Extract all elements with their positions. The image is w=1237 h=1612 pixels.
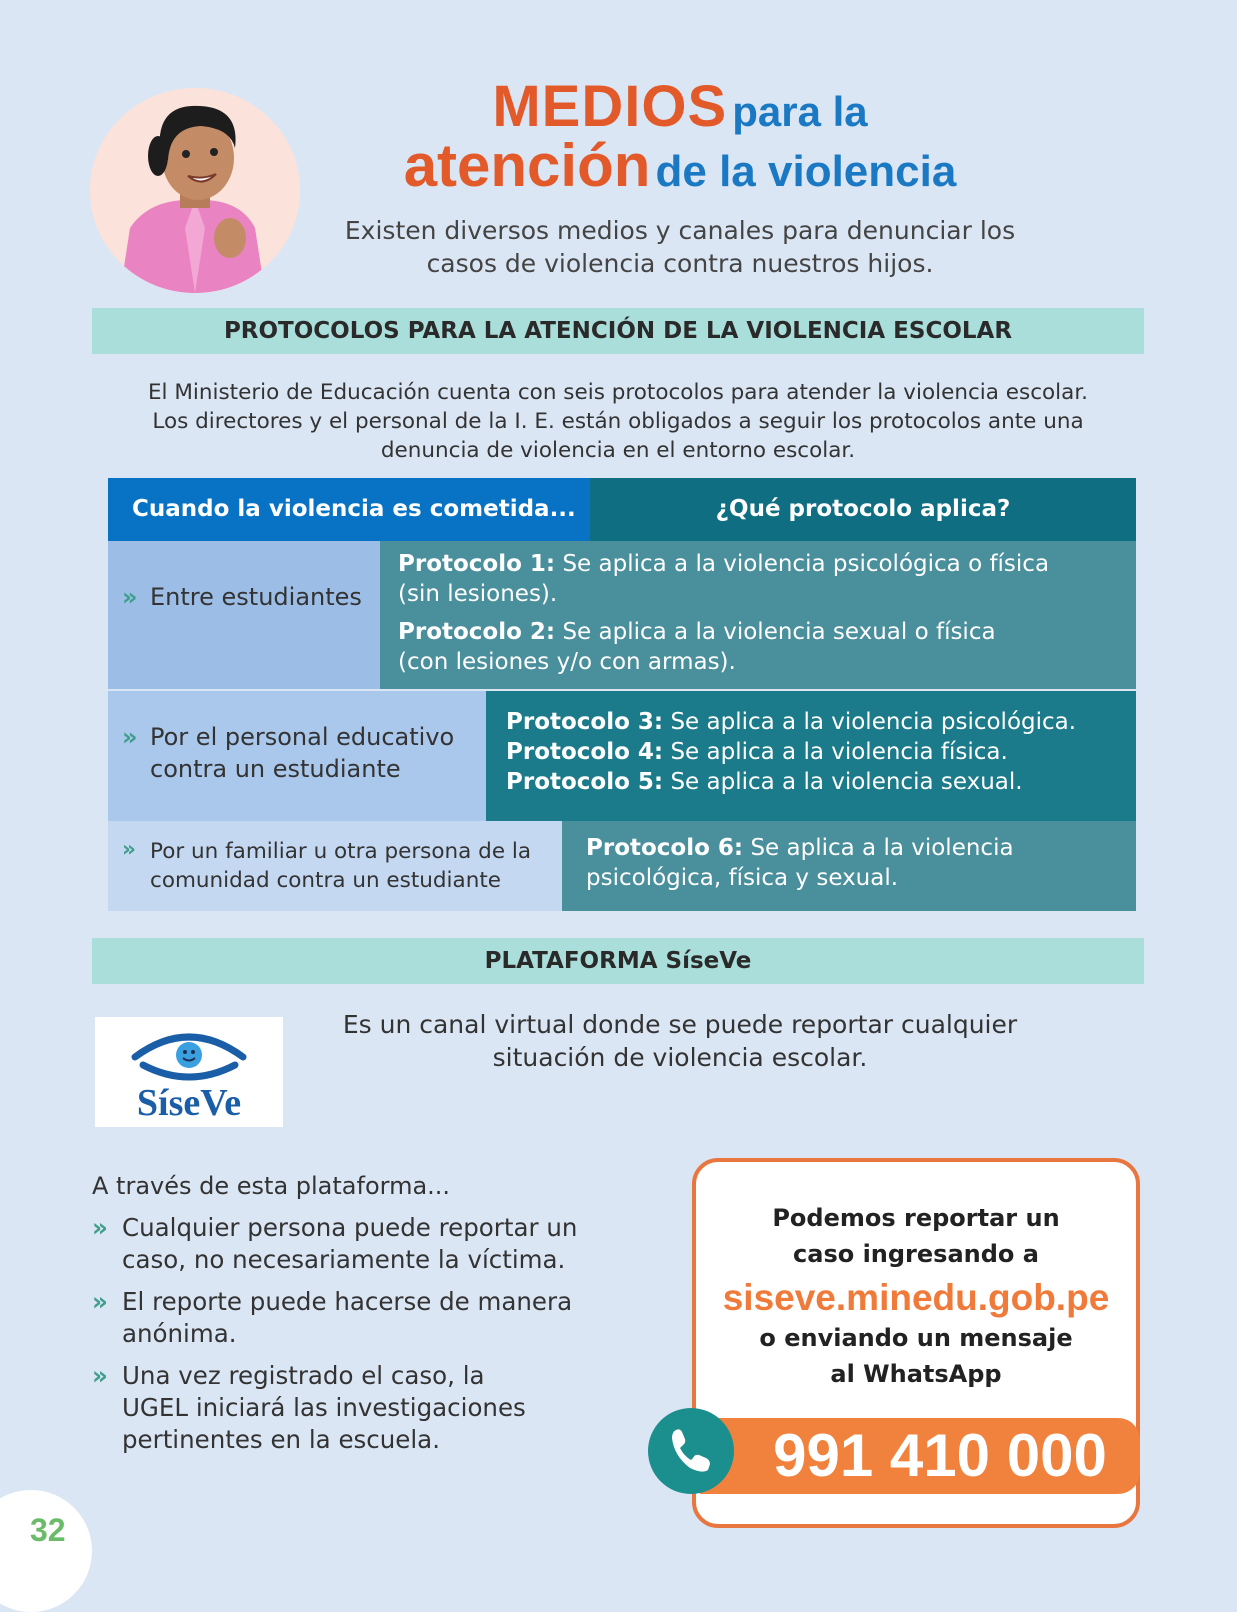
protocol-line xyxy=(506,737,1116,767)
list-item xyxy=(92,1286,612,1350)
bullet-line: caso, no necesariamente la víctima. xyxy=(122,1245,566,1274)
siseve-desc-line: Es un canal virtual donde se puede reportar cualquier xyxy=(342,1010,1018,1039)
protocol-desc: (con lesiones y/o con armas). xyxy=(398,649,736,675)
protocol-label: Protocolo 1: xyxy=(398,551,556,577)
report-text-bottom xyxy=(700,1320,1132,1392)
when-text: Por el personal educativo xyxy=(150,723,455,751)
table-row-when-community xyxy=(108,821,562,911)
table-header-when: Cuando la violencia es cometida... xyxy=(108,478,590,541)
table-header-which: ¿Qué protocolo aplica? xyxy=(590,478,1136,541)
protocol-line xyxy=(506,707,1116,737)
whatsapp-number[interactable]: 991 410 000 xyxy=(773,1422,1107,1489)
protocol-label: Protocolo 3: xyxy=(506,709,664,735)
protocol-desc: Se aplica a la violencia sexual. xyxy=(663,769,1023,795)
list-item xyxy=(92,1360,612,1456)
title-word-medios: MEDIOS xyxy=(492,74,728,139)
report-line: o enviando un mensaje xyxy=(759,1324,1073,1352)
when-text: Por un familiar u otra persona de la xyxy=(150,839,532,864)
page-number-badge xyxy=(0,1490,92,1612)
protocol-desc: psicológica, física y sexual. xyxy=(586,865,899,891)
report-line: caso ingresando a xyxy=(793,1240,1039,1268)
protocol-line xyxy=(586,833,1112,863)
title-rest-1: para la xyxy=(732,88,868,135)
report-text-top xyxy=(700,1200,1132,1272)
protocol-label: Protocolo 5: xyxy=(506,769,664,795)
intro-text xyxy=(300,214,1060,280)
protocols-section-title: PROTOCOLOS PARA LA ATENCIÓN DE LA VIOLENCIA ESCOLAR xyxy=(92,308,1144,354)
table-row-protocols-community xyxy=(562,821,1136,911)
bullet-line: UGEL iniciará las investigaciones xyxy=(122,1393,526,1422)
chevron-right-icon: » xyxy=(122,723,138,751)
page-title xyxy=(300,74,1060,199)
siseve-logo-text: SíseVe xyxy=(136,1082,242,1124)
siseve-url-link[interactable]: siseve.minedu.gob.pe xyxy=(722,1277,1110,1318)
protocol-line xyxy=(506,767,1116,797)
title-rest-2: de la violencia xyxy=(655,147,957,196)
chevron-right-icon: » xyxy=(92,1361,108,1390)
when-text: contra un estudiante xyxy=(150,755,401,783)
protocol-label: Protocolo 6: xyxy=(586,835,744,861)
intro-line-1: Existen diversos medios y canales para denunciar los xyxy=(344,216,1016,245)
table-row-when-students xyxy=(108,541,380,689)
protocol-desc: Se aplica a la violencia sexual o física xyxy=(555,619,996,645)
protocols-intro-line: El Ministerio de Educación cuenta con seis protocolos para atender la violencia escolar. xyxy=(147,380,1089,405)
protocols-intro-line: denuncia de violencia en el entorno escolar. xyxy=(380,438,856,463)
chevron-right-icon: » xyxy=(92,1287,108,1316)
protocol-desc: (sin lesiones). xyxy=(398,581,558,607)
siseve-section-title: PLATAFORMA SíseVe xyxy=(92,938,1144,984)
platform-bullets xyxy=(92,1212,612,1466)
bullet-line: Cualquier persona puede reportar un xyxy=(122,1213,578,1242)
page-number: 32 xyxy=(30,1512,66,1548)
protocol-desc: Se aplica a la violencia psicológica. xyxy=(663,709,1077,735)
bullet-line: pertinentes en la escuela. xyxy=(122,1425,440,1454)
siseve-desc-line: situación de violencia escolar. xyxy=(492,1043,868,1072)
phone-icon xyxy=(648,1408,734,1494)
protocol-line xyxy=(398,549,1118,579)
when-text: comunidad contra un estudiante xyxy=(150,868,501,893)
through-platform-label: A través de esta plataforma... xyxy=(92,1172,451,1200)
protocol-desc: Se aplica a la violencia física. xyxy=(663,739,1008,765)
table-row-protocols-students xyxy=(380,541,1136,689)
protocol-line xyxy=(398,617,1118,647)
chevron-right-icon: » xyxy=(122,837,136,862)
bullet-line: Una vez registrado el caso, la xyxy=(122,1361,485,1390)
protocols-intro-line: Los directores y el personal de la I. E. están obligados a seguir los protocolos ante una xyxy=(152,409,1084,434)
table-row-protocols-staff xyxy=(486,691,1136,821)
protocols-intro xyxy=(92,378,1144,465)
report-line: al WhatsApp xyxy=(830,1360,1002,1388)
protocol-desc: Se aplica a la violencia psicológica o física xyxy=(555,551,1050,577)
chevron-right-icon: » xyxy=(92,1213,108,1242)
protocol-label: Protocolo 2: xyxy=(398,619,556,645)
protocol-desc: Se aplica a la violencia xyxy=(743,835,1014,861)
bullet-line: El reporte puede hacerse de manera xyxy=(122,1287,573,1316)
report-line: Podemos reportar un xyxy=(772,1204,1060,1232)
siseve-description xyxy=(300,1008,1060,1074)
woman-illustration xyxy=(90,88,300,293)
intro-line-2: casos de violencia contra nuestros hijos. xyxy=(426,249,934,278)
title-word-atencion: atención xyxy=(403,132,651,199)
siseve-logo xyxy=(95,1017,283,1127)
when-text: Entre estudiantes xyxy=(150,583,362,611)
chevron-right-icon: » xyxy=(122,583,138,611)
list-item xyxy=(92,1212,612,1276)
table-row-when-staff xyxy=(108,691,486,821)
protocol-label: Protocolo 4: xyxy=(506,739,664,765)
bullet-line: anónima. xyxy=(122,1319,237,1348)
